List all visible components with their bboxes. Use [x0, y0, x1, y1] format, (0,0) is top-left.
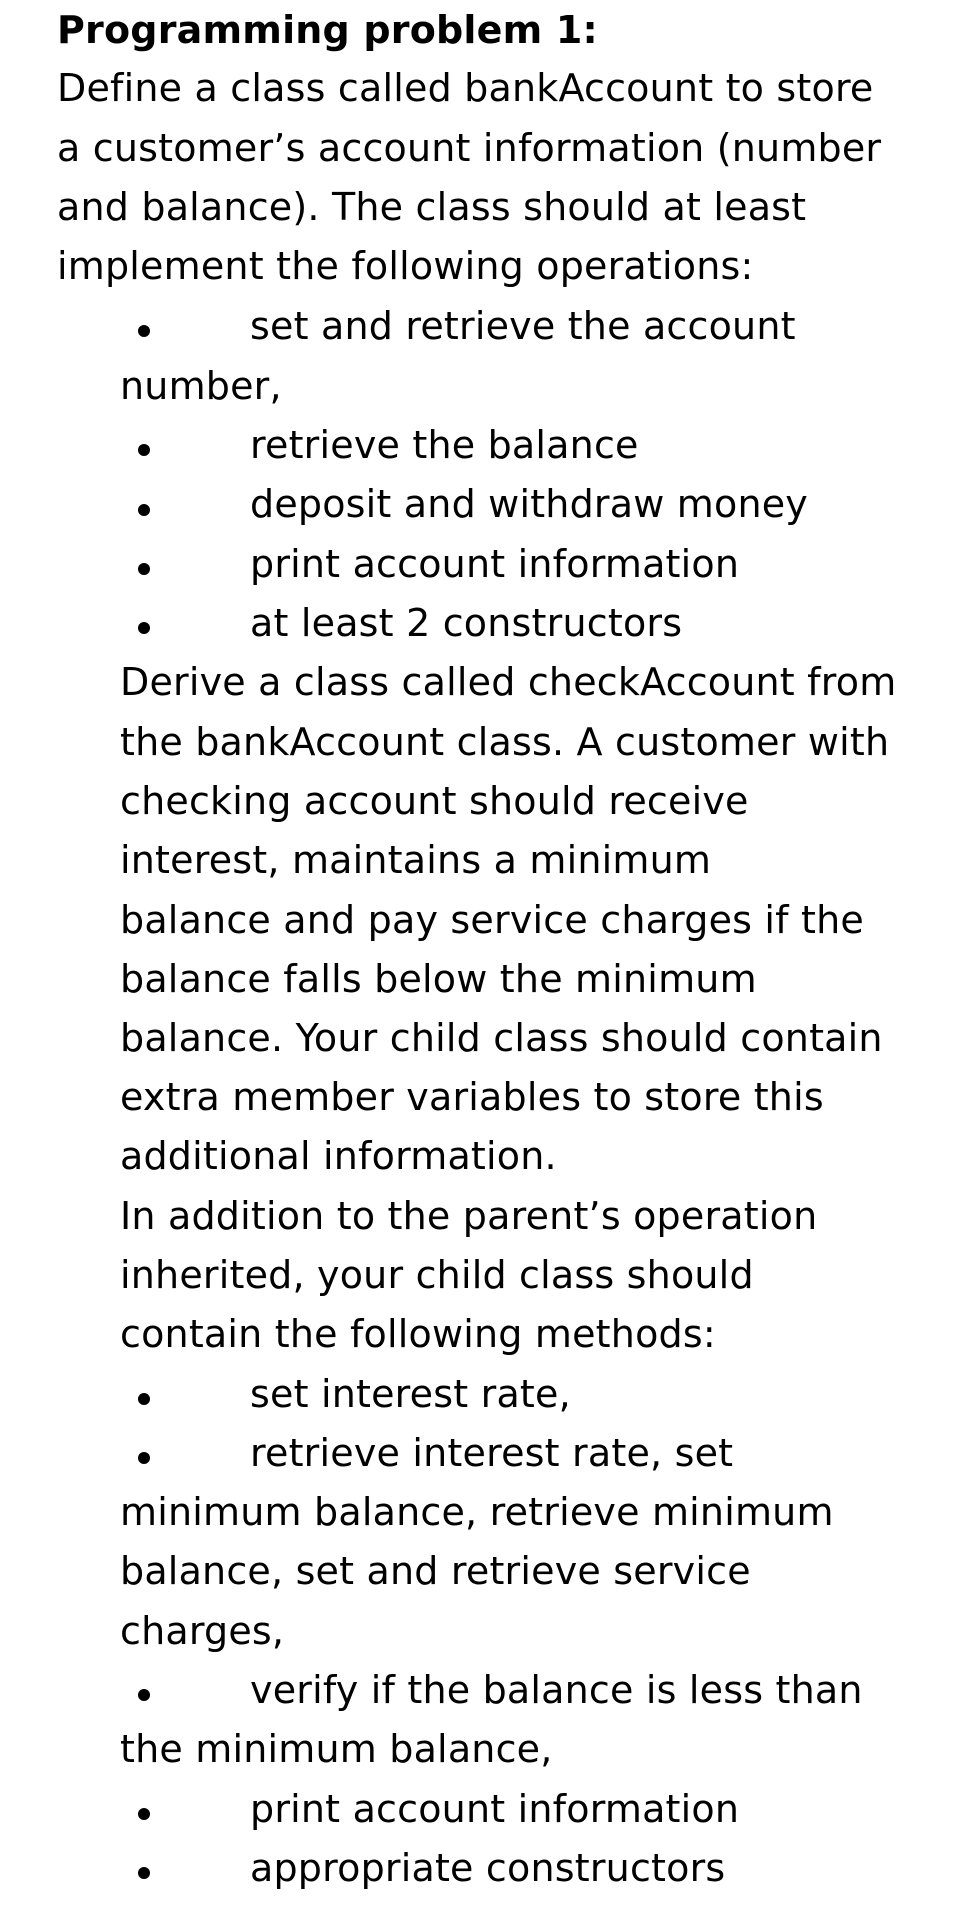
child-op-item-continuation: minimum balance, retrieve minimum — [120, 1490, 834, 1534]
bullet-icon — [138, 1808, 150, 1820]
intro-line: Define a class called bankAccount to store — [57, 66, 874, 110]
child-op-item: retrieve interest rate, set — [250, 1431, 734, 1475]
child-op-item: set interest rate, — [250, 1372, 571, 1416]
addition-line: In addition to the parent’s operation — [120, 1194, 818, 1238]
problem-title: Programming problem 1: — [57, 8, 598, 52]
derive-line: balance and pay service charges if the — [120, 898, 864, 942]
child-op-item-continuation: balance, set and retrieve service — [120, 1549, 751, 1593]
base-op-item-continuation: number, — [120, 364, 282, 408]
derive-line: extra member variables to store this — [120, 1075, 824, 1119]
child-op-item: print account information — [250, 1787, 740, 1831]
base-op-item: at least 2 constructors — [250, 601, 683, 645]
bullet-icon — [138, 325, 150, 337]
child-op-item-continuation: charges, — [120, 1609, 285, 1653]
bullet-icon — [138, 1393, 150, 1405]
intro-line: and balance). The class should at least — [57, 185, 807, 229]
child-op-item: appropriate constructors — [250, 1846, 726, 1890]
bullet-icon — [138, 1452, 150, 1464]
bullet-icon — [138, 1689, 150, 1701]
intro-line: implement the following operations: — [57, 244, 754, 288]
bullet-icon — [138, 563, 150, 575]
child-op-item-continuation: the minimum balance, — [120, 1727, 553, 1771]
derive-line: additional information. — [120, 1134, 557, 1178]
bullet-icon — [138, 1867, 150, 1879]
base-op-item: print account information — [250, 542, 740, 586]
bullet-icon — [138, 444, 150, 456]
base-op-item: retrieve the balance — [250, 423, 639, 467]
base-op-item: deposit and withdraw money — [250, 482, 808, 526]
derive-line: interest, maintains a minimum — [120, 838, 712, 882]
addition-line: contain the following methods: — [120, 1312, 716, 1356]
derive-line: the bankAccount class. A customer with — [120, 720, 890, 764]
base-op-item: set and retrieve the account — [250, 304, 796, 348]
addition-line: inherited, your child class should — [120, 1253, 754, 1297]
intro-line: a customer’s account information (number — [57, 126, 882, 170]
derive-line: balance falls below the minimum — [120, 957, 757, 1001]
derive-line: Derive a class called checkAccount from — [120, 660, 897, 704]
bullet-icon — [138, 504, 150, 516]
child-op-item: verify if the balance is less than — [250, 1668, 863, 1712]
bullet-icon — [138, 622, 150, 634]
derive-line: balance. Your child class should contain — [120, 1016, 883, 1060]
derive-line: checking account should receive — [120, 779, 749, 823]
